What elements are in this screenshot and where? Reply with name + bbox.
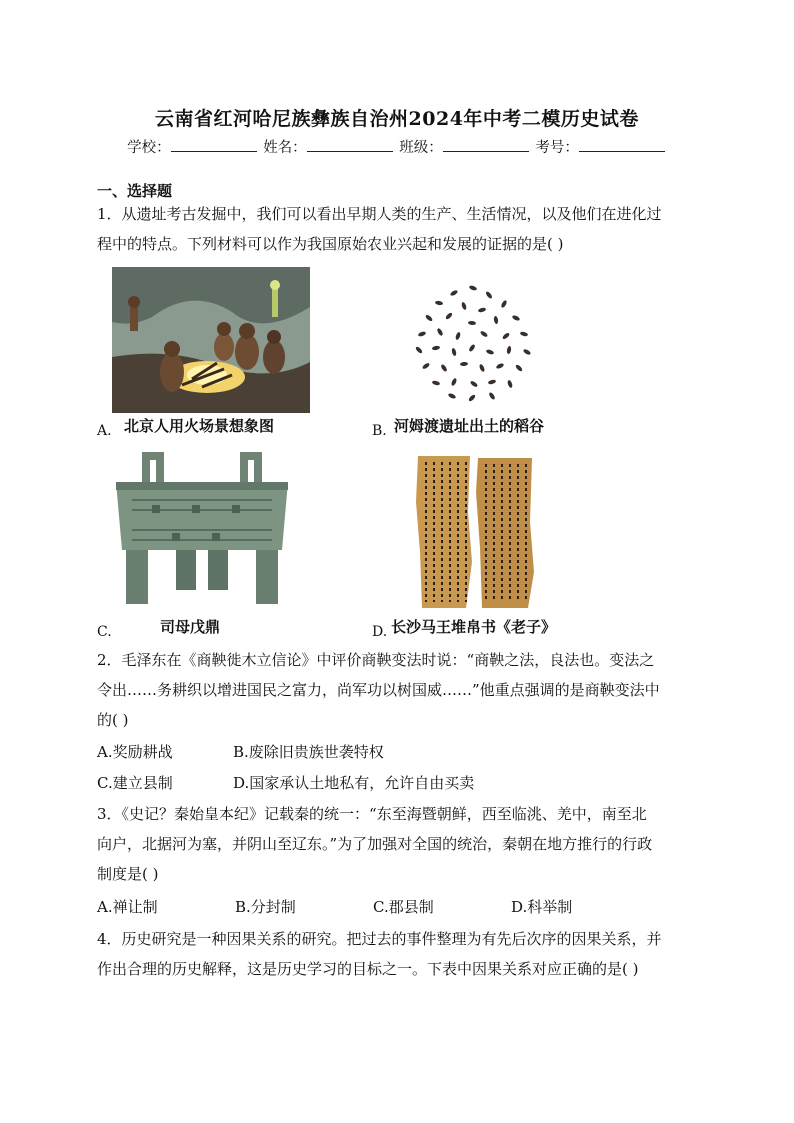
option-c-letter: C. bbox=[97, 624, 112, 640]
question-3-line-3: 制度是( ) bbox=[97, 865, 159, 883]
exam-title: 云南省红河哈尼族彝族自治州2024年中考二模历史试卷 bbox=[155, 108, 639, 130]
question-3-option-b: B.分封制 bbox=[235, 898, 296, 916]
section-heading: 一、选择题 bbox=[97, 182, 173, 200]
question-2-options-row-2 bbox=[97, 768, 474, 798]
option-c-caption: 司母戊鼎 bbox=[160, 618, 221, 636]
question-2-option-d: D.国家承认土地私有，允许自由买卖 bbox=[233, 774, 475, 792]
question-2-line-3: 的( ) bbox=[97, 711, 129, 729]
question-3-line-1: 3．《史记？秦始皇本纪》记载秦的统一：“东至海暨朝鲜，西至临洮、羌中，南至北 bbox=[97, 805, 647, 823]
option-a-image bbox=[112, 267, 310, 413]
question-4-line-1: 4．历史研究是一种因果关系的研究。把过去的事件整理为有先后次序的因果关系，并 bbox=[97, 930, 662, 948]
name-label: 姓名： bbox=[263, 140, 307, 156]
question-2-options-row-1 bbox=[97, 737, 384, 767]
school-label: 学校： bbox=[127, 140, 171, 156]
question-2-text bbox=[97, 645, 697, 735]
question-2-option-b: B.废除旧贵族世袭特权 bbox=[233, 743, 384, 761]
question-3-line-2: 向户，北据河为塞，并阴山至辽东。”为了加强对全国的统治，秦朝在地方推行的行政 bbox=[97, 835, 653, 853]
exam-no-blank bbox=[579, 137, 665, 152]
name-blank bbox=[307, 137, 393, 152]
question-1-line-2: 程中的特点。下列材料可以作为我国原始农业兴起和发展的证据的是( ) bbox=[97, 235, 564, 253]
option-d-image bbox=[414, 452, 536, 612]
rice-grains-illustration bbox=[394, 268, 552, 416]
school-blank bbox=[171, 137, 257, 152]
cave-fire-illustration bbox=[112, 267, 310, 413]
question-4-line-2: 作出合理的历史解释，这是历史学习的目标之一。下表中因果关系对应正确的是( ) bbox=[97, 960, 639, 978]
question-2-option-c: C.建立县制 bbox=[97, 774, 173, 792]
question-2-line-2: 令出……务耕织以增进国民之富力，尚军功以树国威……”他重点强调的是商鞅变法中 bbox=[97, 681, 660, 699]
class-label: 班级： bbox=[399, 140, 443, 156]
question-1-line-1: 1．从遗址考古发掘中，我们可以看出早期人类的生产、生活情况，以及他们在进化过 bbox=[97, 205, 662, 223]
option-d-caption: 长沙马王堆帛书《老子》 bbox=[391, 618, 557, 636]
option-b-letter: B. bbox=[372, 423, 387, 439]
question-3-option-a: A.禅让制 bbox=[97, 898, 158, 916]
question-3-option-d: D.科举制 bbox=[511, 898, 573, 916]
option-a-caption: 北京人用火场景想象图 bbox=[124, 417, 275, 435]
question-3-text bbox=[97, 799, 697, 889]
question-3-options-row bbox=[97, 892, 572, 922]
question-3-option-c: C.郡县制 bbox=[373, 898, 434, 916]
class-blank bbox=[443, 137, 529, 152]
question-2-option-a: A.奖励耕战 bbox=[97, 743, 173, 761]
question-2-line-1: 2．毛泽东在《商鞅徙木立信论》中评价商鞅变法时说：“商鞅之法，良法也。变法之 bbox=[97, 651, 655, 669]
student-info-line bbox=[0, 136, 794, 157]
question-1-text bbox=[97, 199, 697, 259]
option-d-letter: D. bbox=[372, 624, 388, 640]
bronze-ding-illustration bbox=[112, 450, 292, 610]
exam-no-label: 考号： bbox=[535, 140, 579, 156]
silk-manuscript-illustration bbox=[414, 452, 536, 612]
option-a-letter: A. bbox=[97, 423, 112, 439]
option-b-caption: 河姆渡遗址出土的稻谷 bbox=[394, 417, 545, 435]
question-4-text bbox=[97, 924, 697, 984]
option-c-image bbox=[112, 450, 292, 610]
option-b-image bbox=[394, 268, 552, 416]
